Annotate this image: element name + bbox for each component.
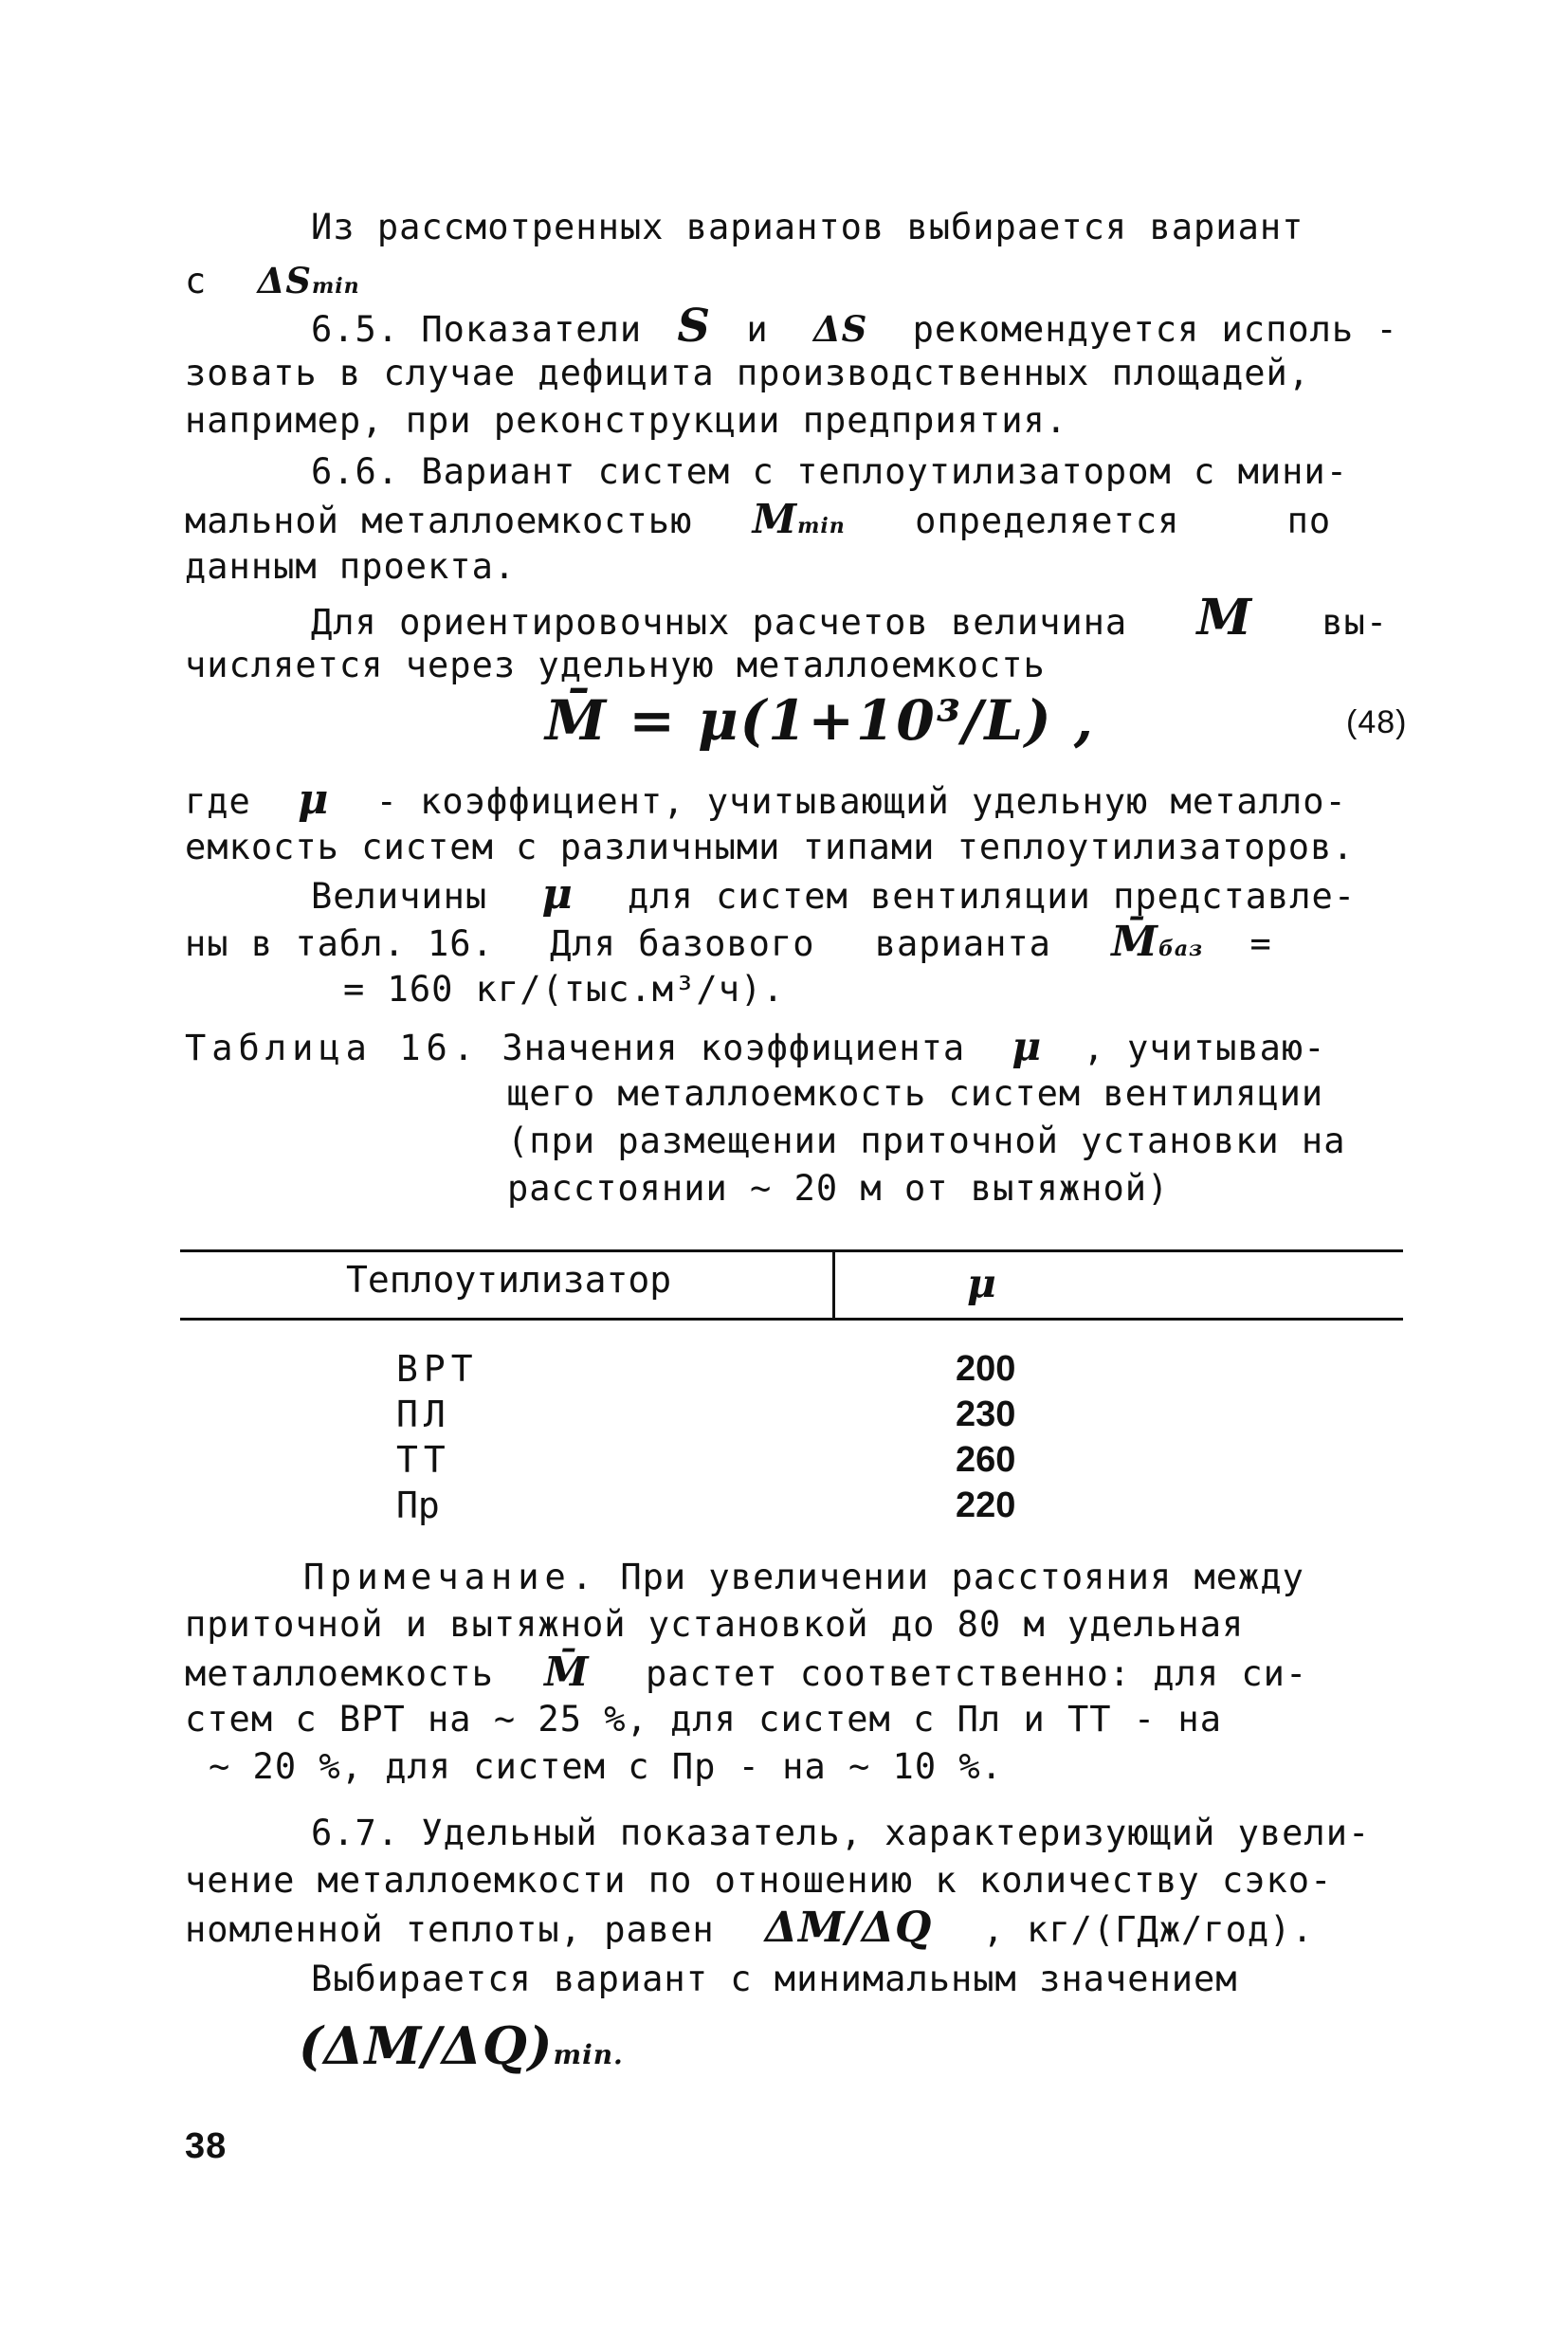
table-row-name: ВРТ [396, 1348, 479, 1390]
text-line: ны в табл. 16. Для базового варианта M̄баз = [185, 918, 1272, 966]
text-line: Из рассмотренных вариантов выбирается вариант [311, 207, 1304, 247]
page-number: 38 [185, 2126, 228, 2166]
text-line: мальной металлоемкостью Mmin определяется по [185, 496, 1332, 542]
text-line: зовать в случае дефицита производственных площадей, [185, 353, 1311, 393]
text-line: с ΔSmin [185, 260, 360, 301]
table-row-value: 220 [956, 1485, 1016, 1525]
formula-number: (48) [1346, 704, 1408, 740]
text-line: Выбирается вариант с минимальным значением [311, 1959, 1238, 1999]
text-line: числяется через удельную металлоемкость [185, 645, 1046, 685]
text-line: Для ориентировочных расчетов величина M вы- [311, 589, 1389, 647]
text-line: номленной теплоты, равен ΔM/ΔQ , кг/(ГДж/год). [185, 1904, 1314, 1952]
text-line: чение металлоемкости по отношению к количеству сэко- [185, 1860, 1333, 1901]
table-row-value: 260 [956, 1440, 1016, 1480]
table-header-rule [180, 1318, 1403, 1321]
text-line: например, при реконструкции предприятия. [185, 400, 1068, 441]
table-row-name: ТТ [396, 1439, 451, 1481]
note-line: приточной и вытяжной установкой до 80 м удельная [185, 1604, 1245, 1645]
text-line: щего металлоемкость систем вентиляции [507, 1073, 1324, 1114]
text-line: данным проекта. [185, 546, 517, 587]
note-line: стем с ВРТ на ~ 25 %, для систем с Пл и ТТ - на [185, 1699, 1222, 1740]
formula-48: M̄ = μ(1+10³/L) , [545, 688, 1095, 753]
table-row-name: Пр [396, 1485, 440, 1526]
note-line: Примечание. При увеличении расстояния между [303, 1557, 1304, 1597]
formula-min: (ΔM/ΔQ)min. [299, 2015, 624, 2076]
table-row-value: 230 [956, 1394, 1016, 1434]
table-row-value: 200 [956, 1349, 1016, 1389]
text-line: 6.5. Показатели S и ΔS рекомендуется исполь - [311, 300, 1398, 353]
text-line: 6.6. Вариант систем с теплоутилизатором с мини- [311, 451, 1348, 492]
table-caption: Таблица 16. Значения коэффициента μ , учитываю- [185, 1023, 1326, 1069]
table-header-name: Теплоутилизатор [346, 1259, 672, 1301]
text-line: расстоянии ~ 20 м от вытяжной) [507, 1168, 1170, 1209]
text-line: Величины μ для систем вентиляции представле- [311, 870, 1357, 919]
text-line: (при размещении приточной установки на [507, 1121, 1346, 1161]
text-line: емкость систем с различными типами теплоутилизаторов. [185, 827, 1355, 867]
note-line: ~ 20 %, для систем с Пр - на ~ 10 %. [209, 1746, 1003, 1787]
table-header-mu: μ [967, 1260, 996, 1306]
note-line: металлоемкость M̄ растет соответственно: для си- [185, 1649, 1308, 1695]
table-column-divider [832, 1251, 835, 1318]
text-line: = 160 кг/(тыс.м³/ч). [343, 969, 785, 1010]
table-top-rule [180, 1249, 1403, 1252]
text-line: где μ - коэффициент, учитывающий удельную металло- [185, 775, 1347, 824]
table-row-name: ПЛ [396, 1394, 451, 1435]
text-line: 6.7. Удельный показатель, характеризующий увели- [311, 1813, 1371, 1853]
